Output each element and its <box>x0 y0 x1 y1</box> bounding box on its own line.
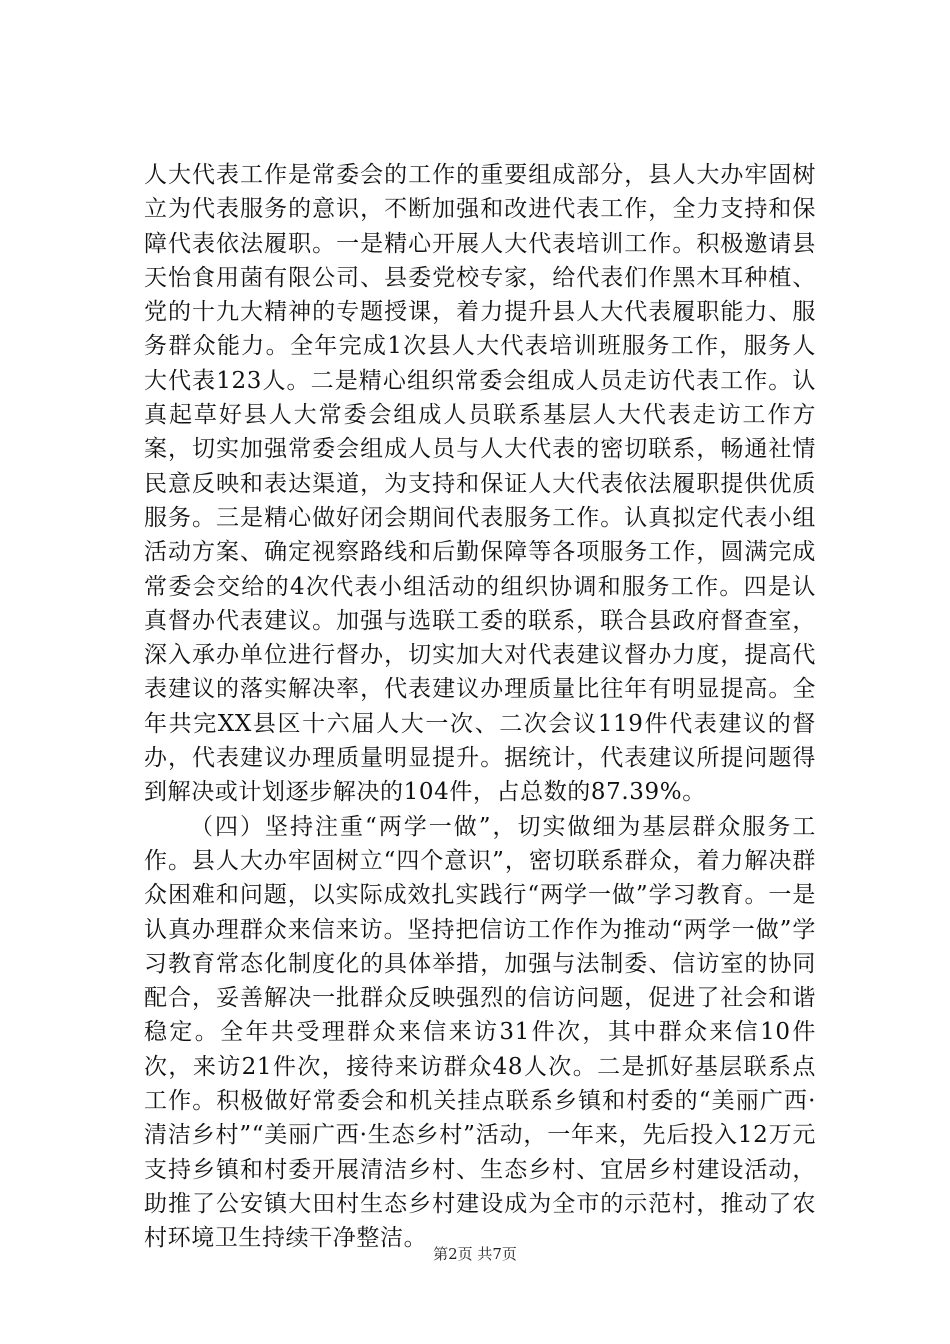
page-footer: 第2页 共7页 <box>433 1245 517 1263</box>
paragraph-section-four: （四）坚持注重“两学一做”，切实做细为基层群众服务工作。县人大办牢固树立“四个意识”，密切联系群众，着力解决群众困难和问题，以实际成效扎实践行“两学一做”学习教育。一是认真办理群众来信来访。坚持把信访工作作为推动“两学一做”学习教育常态化制度化的具体举措，加强与法制委、信访室的协同配合，妥善解决一批群众反映强烈的信访问题，促进了社会和谐稳定。全年共受理群众来信来访31件次，其中群众来信10件次，来访21件次，接待来访群众48人次。二是抓好基层联系点工作。积极做好常委会和机关挂点联系乡镇和村委的“美丽广西·清洁乡村”“美丽广西·生态乡村”活动，一年来，先后投入12万元支持乡镇和村委开展清洁乡村、生态乡村、宜居乡村建设活动，助推了公安镇大田村生态乡村建设成为全市的示范村，推动了农村环境卫生持续干净整洁。 <box>144 813 816 1252</box>
paragraph-representative-work: 人大代表工作是常委会的工作的重要组成部分，县人大办牢固树立为代表服务的意识，不断加强和改进代表工作，全力支持和保障代表依法履职。一是精心开展人大代表培训工作。积极邀请县天怡食用菌有限公司、县委党校专家，给代表们作黑木耳种植、党的十九大精神的专题授课，着力提升县人大代表履职能力、服务群众能力。全年完成1次县人大代表培训班服务工作，服务人大代表123人。二是精心组织常委会组成人员走访代表工作。认真起草好县人大常委会组成人员联系基层人大代表走访工作方案，切实加强常委会组成人员与人大代表的密切联系，畅通社情民意反映和表达渠道，为支持和保证人大代表依法履职提供优质服务。三是精心做好闭会期间代表服务工作。认真拟定代表小组活动方案、确定视察路线和后勤保障等各项服务工作，圆满完成常委会交给的4次代表小组活动的组织协调和服务工作。四是认真督办代表建议。加强与选联工委的联系，联合县政府督查室，深入承办单位进行督办，切实加大对代表建议督办力度，提高代表建议的落实解决率，代表建议办理质量比往年有明显提高。全年共完XX县区十六届人大一次、二次会议119件代表建议的督办，代表建议办理质量明显提升。据统计，代表建议所提问题得到解决或计划逐步解决的104件，占总数的87.39%。 <box>144 162 816 806</box>
document-body <box>144 158 816 1256</box>
